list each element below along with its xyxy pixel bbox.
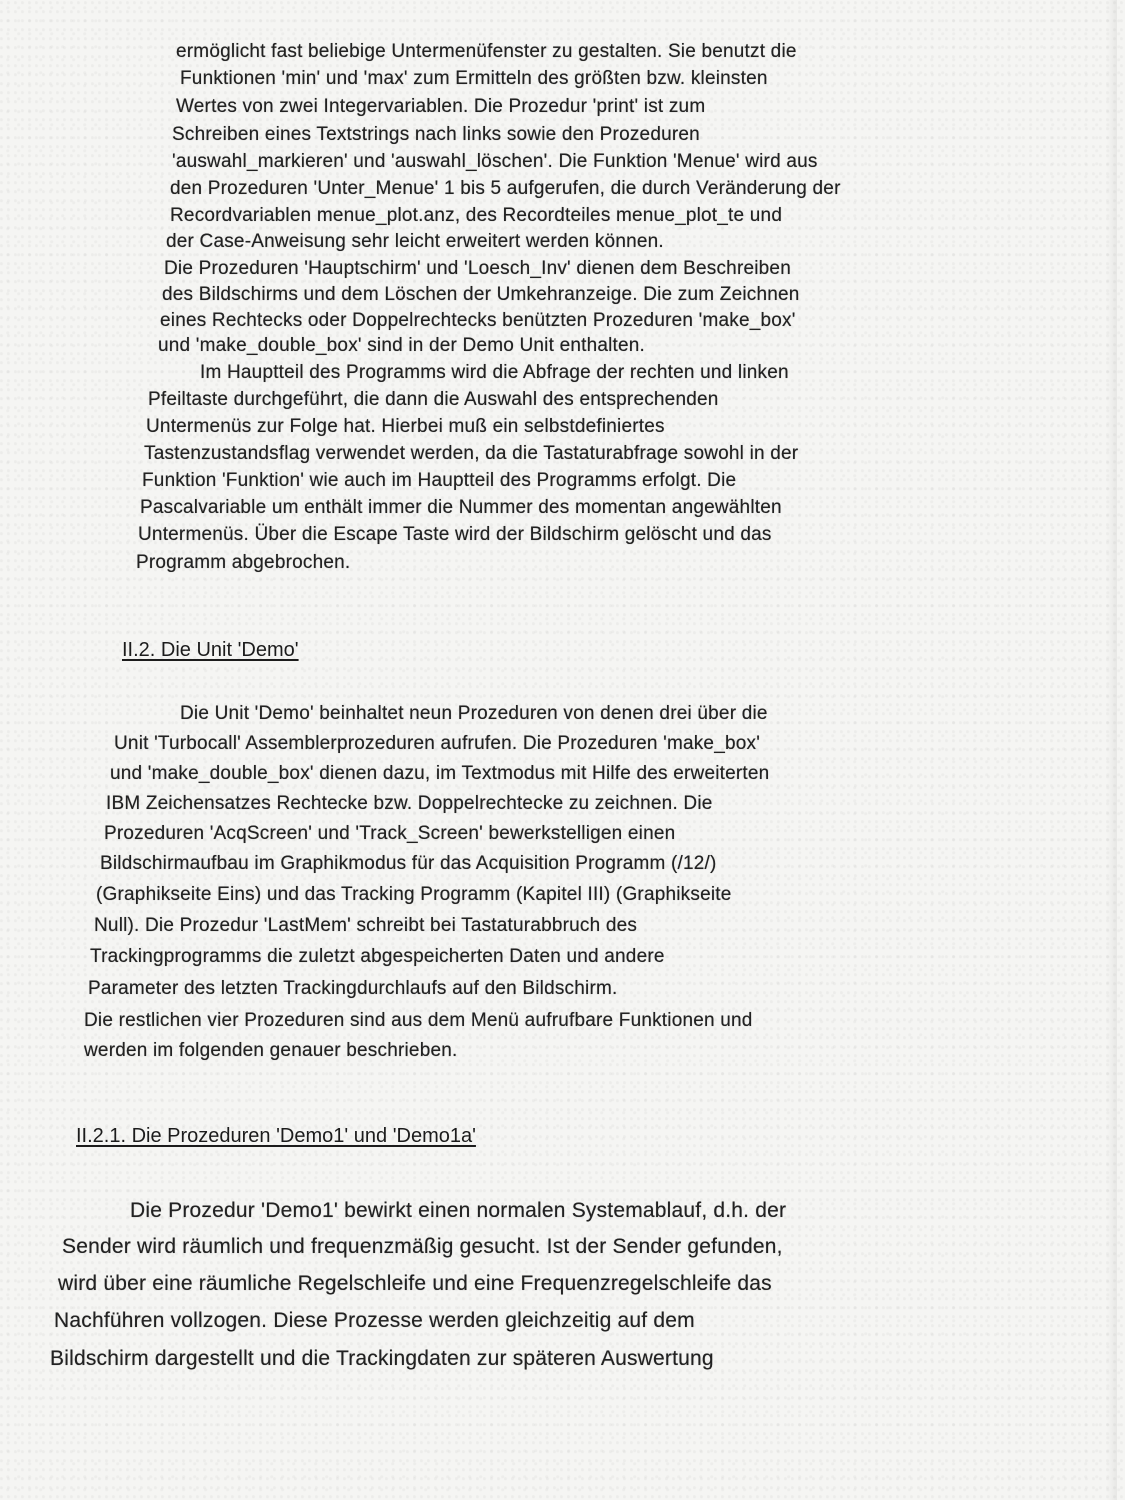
text-line: Funktionen 'min' und 'max' zum Ermitteln des größten bzw. kleinsten	[180, 68, 768, 89]
text-line: Recordvariablen menue_plot.anz, des Recordteiles menue_plot_te und	[170, 205, 783, 226]
text-line: des Bildschirms und dem Löschen der Umkehranzeige. Die zum Zeichnen	[162, 284, 800, 305]
text-line: Trackingprogramms die zuletzt abgespeicherten Daten und andere	[90, 946, 665, 967]
text-line: Untermenüs zur Folge hat. Hierbei muß ein selbstdefiniertes	[146, 416, 665, 437]
text-line: Null). Die Prozedur 'LastMem' schreibt bei Tastaturabbruch des	[94, 915, 638, 936]
text-line: Im Hauptteil des Programms wird die Abfrage der rechten und linken	[200, 362, 789, 383]
text-line: wird über eine räumliche Regelschleife und eine Frequenzregelschleife das	[58, 1272, 772, 1295]
text-line: und 'make_double_box' dienen dazu, im Textmodus mit Hilfe des erweiterten	[110, 763, 770, 784]
text-line: werden im folgenden genauer beschrieben.	[84, 1040, 458, 1061]
text-line: Die Prozedur 'Demo1' bewirkt einen normalen Systemablauf, d.h. der	[130, 1199, 787, 1222]
text-line: Die Prozeduren 'Hauptschirm' und 'Loesch_Inv' dienen dem Beschreiben	[164, 258, 791, 279]
text-line: und 'make_double_box' sind in der Demo Unit enthalten.	[158, 335, 646, 356]
text-line: Bildschirmaufbau im Graphikmodus für das Acquisition Programm (/12/)	[100, 853, 717, 874]
text-line: der Case-Anweisung sehr leicht erweitert werden können.	[166, 231, 664, 252]
text-line: Untermenüs. Über die Escape Taste wird der Bildschirm gelöscht und das	[138, 524, 772, 545]
text-line: Die Unit 'Demo' beinhaltet neun Prozeduren von denen drei über die	[180, 703, 768, 724]
text-line: Sender wird räumlich und frequenzmäßig gesucht. Ist der Sender gefunden,	[62, 1235, 783, 1258]
scan-edge-shadow	[1107, 0, 1117, 1500]
text-line: IBM Zeichensatzes Rechtecke bzw. Doppelrechtecke zu zeichnen. Die	[106, 793, 713, 814]
text-line: eines Rechtecks oder Doppelrechtecks benützten Prozeduren 'make_box'	[160, 310, 796, 331]
text-line: Die restlichen vier Prozeduren sind aus dem Menü aufrufbare Funktionen und	[84, 1010, 753, 1031]
text-line: ermöglicht fast beliebige Untermenüfenster zu gestalten. Sie benutzt die	[176, 41, 797, 62]
text-line: Schreiben eines Textstrings nach links sowie den Prozeduren	[172, 124, 700, 145]
text-line: Pfeiltaste durchgeführt, die dann die Auswahl des entsprechenden	[148, 389, 719, 410]
text-line: Pascalvariable um enthält immer die Nummer des momentan angewählten	[140, 497, 782, 518]
text-line: Tastenzustandsflag verwendet werden, da die Tastaturabfrage sowohl in der	[144, 443, 799, 464]
text-line: Nachführen vollzogen. Diese Prozesse werden gleichzeitig auf dem	[54, 1309, 695, 1332]
text-line: Bildschirm dargestellt und die Trackingdaten zur späteren Auswertung	[50, 1347, 714, 1370]
text-line: Wertes von zwei Integervariablen. Die Prozedur 'print' ist zum	[176, 96, 706, 117]
text-line: 'auswahl_markieren' und 'auswahl_löschen'. Die Funktion 'Menue' wird aus	[172, 151, 818, 172]
section-heading-demo-unit: II.2. Die Unit 'Demo'	[122, 639, 299, 661]
text-line: Parameter des letzten Trackingdurchlaufs auf den Bildschirm.	[88, 978, 618, 999]
text-line: (Graphikseite Eins) und das Tracking Programm (Kapitel III) (Graphikseite	[96, 884, 732, 905]
section-heading-demo1: II.2.1. Die Prozeduren 'Demo1' und 'Demo1a'	[76, 1125, 476, 1147]
text-line: den Prozeduren 'Unter_Menue' 1 bis 5 aufgerufen, die durch Veränderung der	[170, 178, 841, 199]
text-line: Funktion 'Funktion' wie auch im Hauptteil des Programms erfolgt. Die	[142, 470, 737, 491]
text-line: Prozeduren 'AcqScreen' und 'Track_Screen' bewerkstelligen einen	[104, 823, 676, 844]
text-line: Unit 'Turbocall' Assemblerprozeduren aufrufen. Die Prozeduren 'make_box'	[114, 733, 761, 754]
text-line: Programm abgebrochen.	[136, 552, 351, 573]
